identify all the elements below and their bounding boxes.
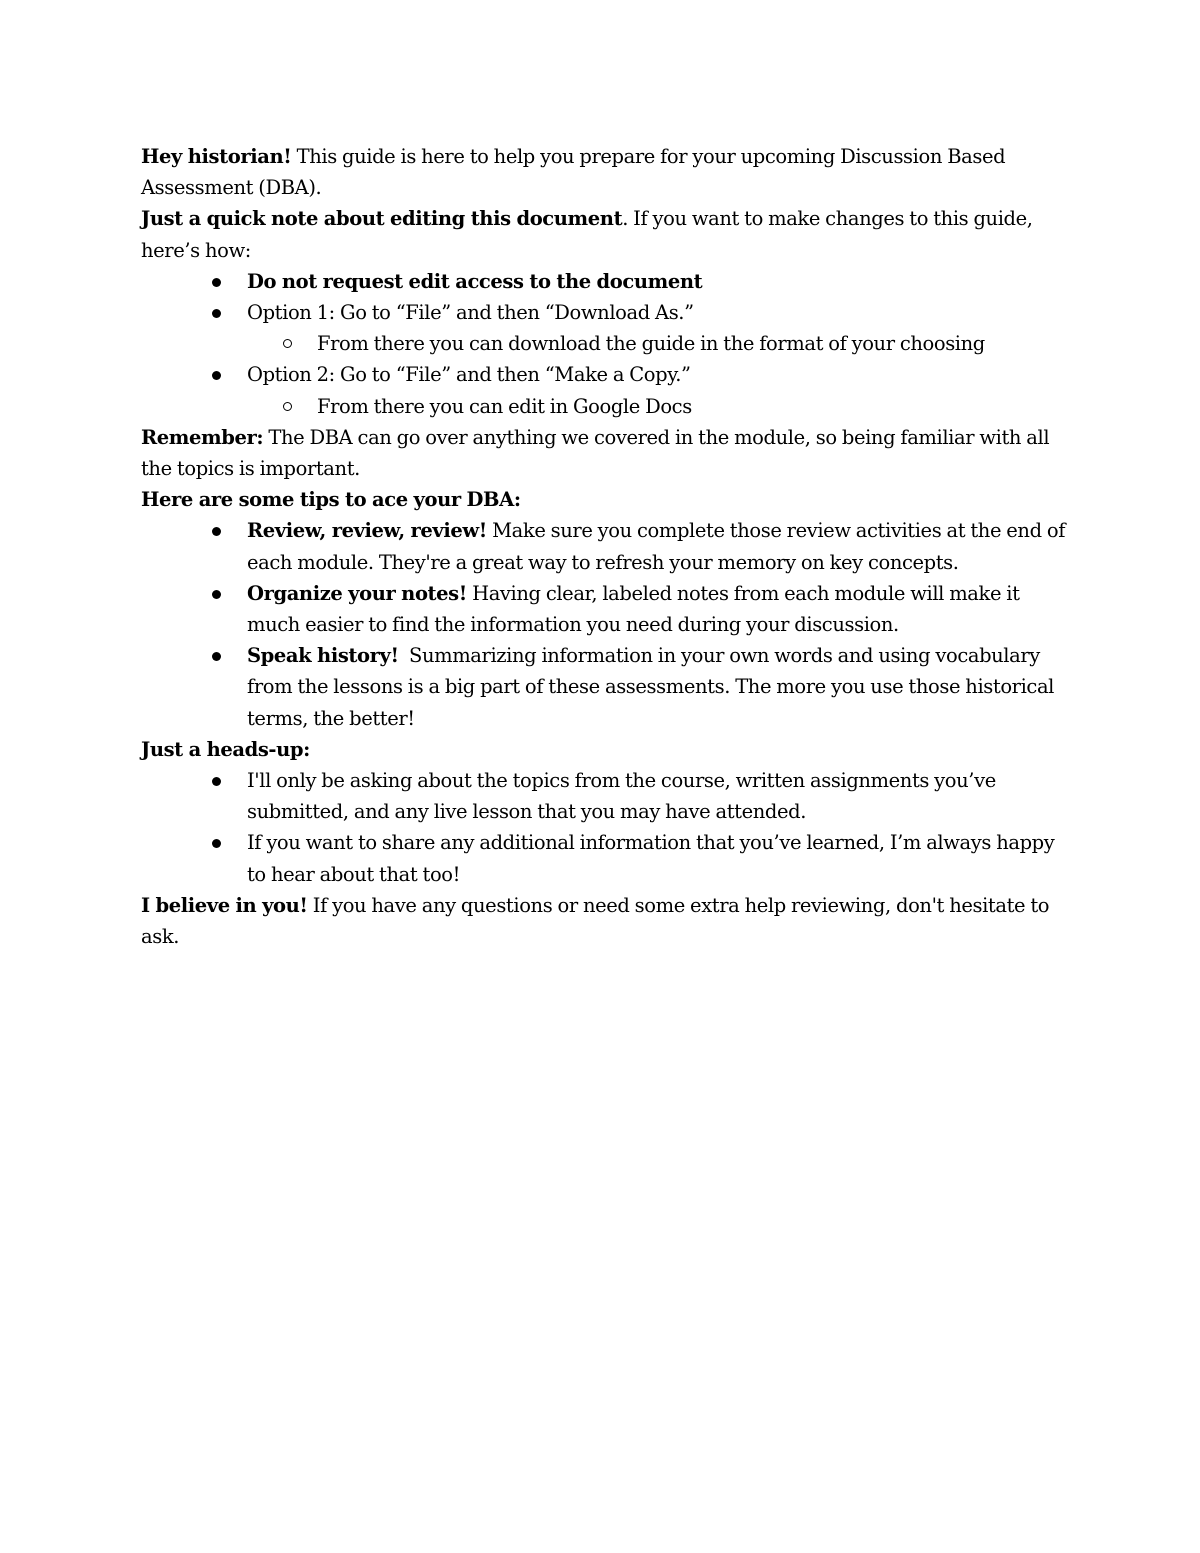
bullet-icon (212, 371, 221, 380)
intro-text: This guide is here to help you prepare for your upcoming Discussion Based Assessment (DBA). (141, 145, 1006, 200)
tips-list (141, 515, 1066, 733)
editing-note-text: . If you want to make changes to this guide, here’s how: (141, 207, 1033, 262)
bullet-icon (212, 309, 221, 318)
headsup-list (141, 765, 1066, 890)
list-item (141, 578, 1066, 640)
remember-bold: Remember: (141, 425, 264, 449)
bullet-icon (212, 839, 221, 848)
list-item-text: Option 2: Go to “File” and then “Make a Copy.” (247, 363, 691, 387)
bullet-icon (212, 590, 221, 599)
list-item-text: Option 1: Go to “File” and then “Download As.” (247, 301, 694, 325)
document-body (141, 141, 1066, 952)
headsup-heading-bold: Just a heads-up: (141, 737, 310, 761)
list-item (141, 827, 1066, 889)
intro-paragraph (141, 141, 1066, 203)
editing-note-bold: Just a quick note about editing this document (141, 207, 623, 231)
sub-list-item (141, 391, 1066, 422)
remember-paragraph (141, 422, 1066, 484)
remember-text: The DBA can go over anything we covered in the module, so being familiar with all the topics is important. (141, 425, 1050, 481)
tip-bold: Organize your notes! (247, 581, 467, 605)
bullet-icon (212, 278, 221, 287)
bullet-icon (212, 527, 221, 536)
list-item (141, 640, 1066, 734)
intro-bold: Hey historian! (141, 145, 292, 168)
tip-text: Having clear, labeled notes from each module will make it much easier to find the information you need during your discussion. (247, 581, 1020, 637)
tip-bold: Speak history! (247, 644, 399, 668)
bullet-icon (212, 652, 221, 661)
closing-paragraph (141, 890, 1066, 952)
sub-list-item-text: From there you can edit in Google Docs (317, 394, 692, 418)
tips-heading-bold: Here are some tips to ace your DBA: (141, 488, 521, 512)
editing-note-paragraph (141, 203, 1066, 265)
editing-list (141, 266, 1066, 422)
tip-bold: Review, review, review! (247, 519, 487, 543)
list-item-bold: Do not request edit access to the document (247, 269, 703, 293)
list-item (141, 266, 1066, 297)
hollow-bullet-icon (283, 339, 292, 348)
tips-heading (141, 484, 1066, 515)
list-item-text: If you want to share any additional information that you’ve learned, I’m always happy to hear about that too! (247, 831, 1055, 886)
list-item (141, 765, 1066, 827)
sub-list-item (141, 328, 1066, 359)
tip-text: Make sure you complete those review activities at the end of each module. They're a great way to refresh your memory on key concepts. (247, 519, 1066, 574)
list-item (141, 359, 1066, 390)
tip-text: Summarizing information in your own words and using vocabulary from the lessons is a big part of these assessments. The more you use those historical terms, the better! (247, 644, 1060, 730)
hollow-bullet-icon (283, 402, 292, 411)
headsup-heading (141, 734, 1066, 765)
list-item-text: I'll only be asking about the topics from the course, written assignments you’ve submitted, and any live lesson that you may have attended. (247, 769, 996, 824)
list-item (141, 297, 1066, 328)
bullet-icon (212, 777, 221, 786)
closing-bold: I believe in you! (141, 893, 308, 917)
sub-list-item-text: From there you can download the guide in the format of your choosing (317, 332, 985, 356)
closing-text: If you have any questions or need some extra help reviewing, don't hesitate to ask. (141, 893, 1050, 949)
list-item (141, 515, 1066, 577)
